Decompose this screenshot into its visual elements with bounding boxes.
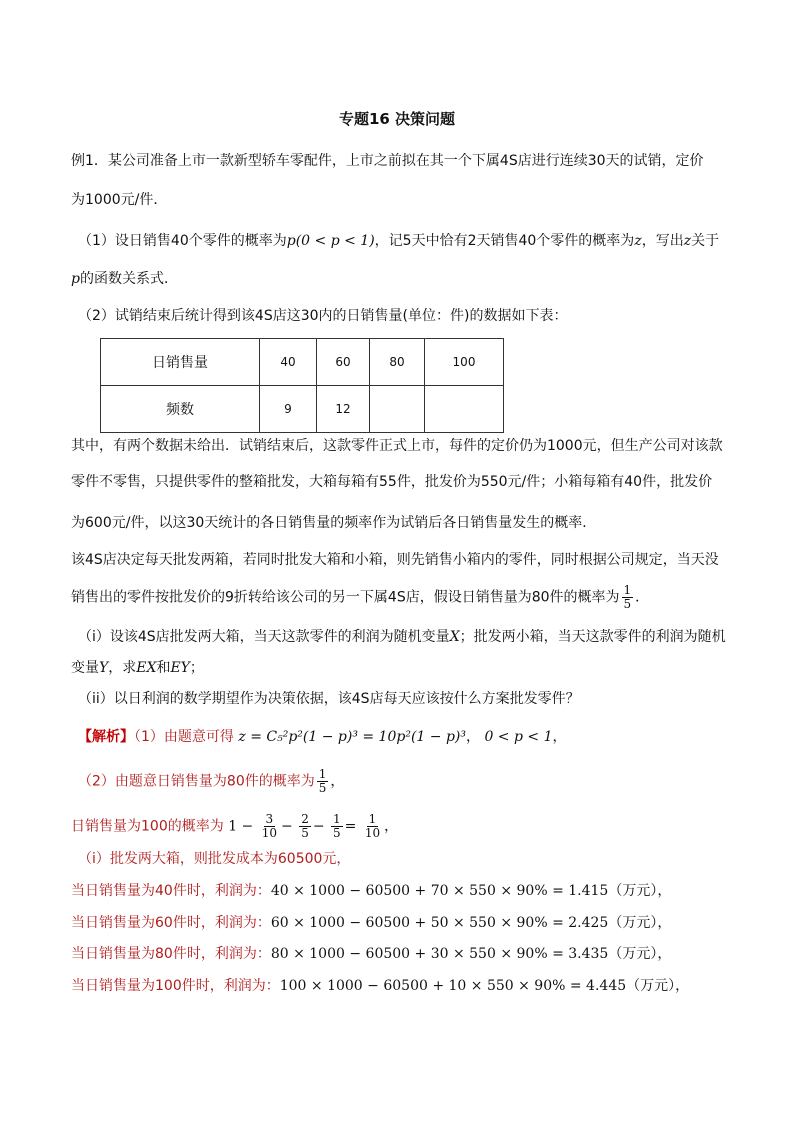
solution-4: （i）批发两大箱，则批发成本为60500元， xyxy=(78,851,351,867)
sub-question-i: （i）设该4S店批发两大箱，当天这款零件的利润为随机变量X；批发两小箱，当天这款零件的利润为随机 xyxy=(78,629,726,645)
paragraph-5: 销售出的零件按批发价的9折转给该公司的另一下属4S店，假设日销售量为80件的概率为 $\frac{1}{5}$ ． xyxy=(71,583,650,611)
table-cell: 日销售量 xyxy=(101,339,260,386)
table-cell: 40 xyxy=(260,339,317,386)
sub-question-i-line-2: 变量Y，求EX和EY； xyxy=(71,660,204,676)
fraction: $\frac{1}{5}$ xyxy=(623,583,632,611)
fraction: $\frac{3}{10}$ xyxy=(261,812,278,840)
sub-question-ii: （ii）以日利润的数学期望作为决策依据，该4S店每天应该按什么方案批发零件？ xyxy=(78,691,580,707)
paragraph-4: 该4S店决定每天批发两箱，若同时批发大箱和小箱，则先销售小箱内的零件，同时根据公司规定，当天没 xyxy=(71,552,719,568)
profit-80: 当日销售量为80件时，利润为：80 × 1000 − 60500 + 30 × 550 × 90% = 3.435（万元）， xyxy=(71,946,672,962)
fraction: $\frac{2}{5}$ xyxy=(301,812,309,840)
example-line-1: 例1．某公司准备上市一款新型轿车零配件，上市之前拟在其一个下属4S店进行连续30天的试销，定价 xyxy=(71,153,704,169)
example-line-2: 为1000元/件． xyxy=(71,192,168,208)
paragraph-1: 其中，有两个数据未给出．试销结束后，这款零件正式上市，每件的定价仍为1000元，但生产公司对该款 xyxy=(71,438,723,454)
sales-table xyxy=(100,338,504,433)
paragraph-2: 零件不零售，只提供零件的整箱批发，大箱每箱有55件，批发价为550元/件；小箱每箱有40件，批发价 xyxy=(71,474,713,490)
solution-2: （2）由题意日销售量为80件的概率为 $\frac{1}{5}$ ， xyxy=(78,767,345,795)
table-cell: 频数 xyxy=(101,386,260,433)
table-cell: 80 xyxy=(370,339,425,386)
formula: z = C₅²p²(1 − p)³ = 10p²(1 − p)³ xyxy=(238,729,466,745)
page-title: 专题16 决策问题 xyxy=(338,110,456,128)
question-2: （2）试销结束后统计得到该4S店这30内的日销售量(单位：件)的数据如下表： xyxy=(78,308,568,324)
profit-60: 当日销售量为60件时，利润为：60 × 1000 − 60500 + 50 × 550 × 90% = 2.425（万元）， xyxy=(71,915,672,931)
table-cell: 12 xyxy=(317,386,370,433)
question-1-line-2: p的函数关系式． xyxy=(71,271,178,287)
table-cell: 100 xyxy=(425,339,504,386)
table-cell: 9 xyxy=(260,386,317,433)
fraction: $\frac{1}{5}$ xyxy=(318,767,327,795)
fraction: $\frac{1}{5}$ xyxy=(333,812,341,840)
solution-1: 【解析】（1）由题意可得 z = C₅²p²(1 − p)³ = 10p²(1 − p)³， 0 < p < 1， xyxy=(78,729,567,745)
solution-tag: 【解析】 xyxy=(78,729,134,745)
table-cell xyxy=(370,386,425,433)
fraction: $\frac{1}{10}$ xyxy=(364,812,381,840)
table-row xyxy=(101,339,504,386)
question-1: （1）设日销售40个零件的概率为p(0 < p < 1)，记5天中恰有2天销售40个零件的概率为z，写出z关于 xyxy=(78,233,720,249)
solution-3: 日销售量为100的概率为 1 − $\frac{3}{10}$ − $\frac{2}{5}$ − $\frac{1}{5}$ = $\frac{1}{10}$ ， xyxy=(71,812,399,840)
profit-100: 当日销售量为100件时，利润为：100 × 1000 − 60500 + 10 × 550 × 90% = 4.445（万元）， xyxy=(71,978,690,994)
profit-40: 当日销售量为40件时，利润为：40 × 1000 − 60500 + 70 × 550 × 90% = 1.415（万元）， xyxy=(71,883,672,899)
table-row xyxy=(101,386,504,433)
table-cell: 60 xyxy=(317,339,370,386)
table-cell xyxy=(425,386,504,433)
paragraph-3: 为600元/件，以这30天统计的各日销售量的频率作为试销后各日销售量发生的概率． xyxy=(71,515,597,531)
